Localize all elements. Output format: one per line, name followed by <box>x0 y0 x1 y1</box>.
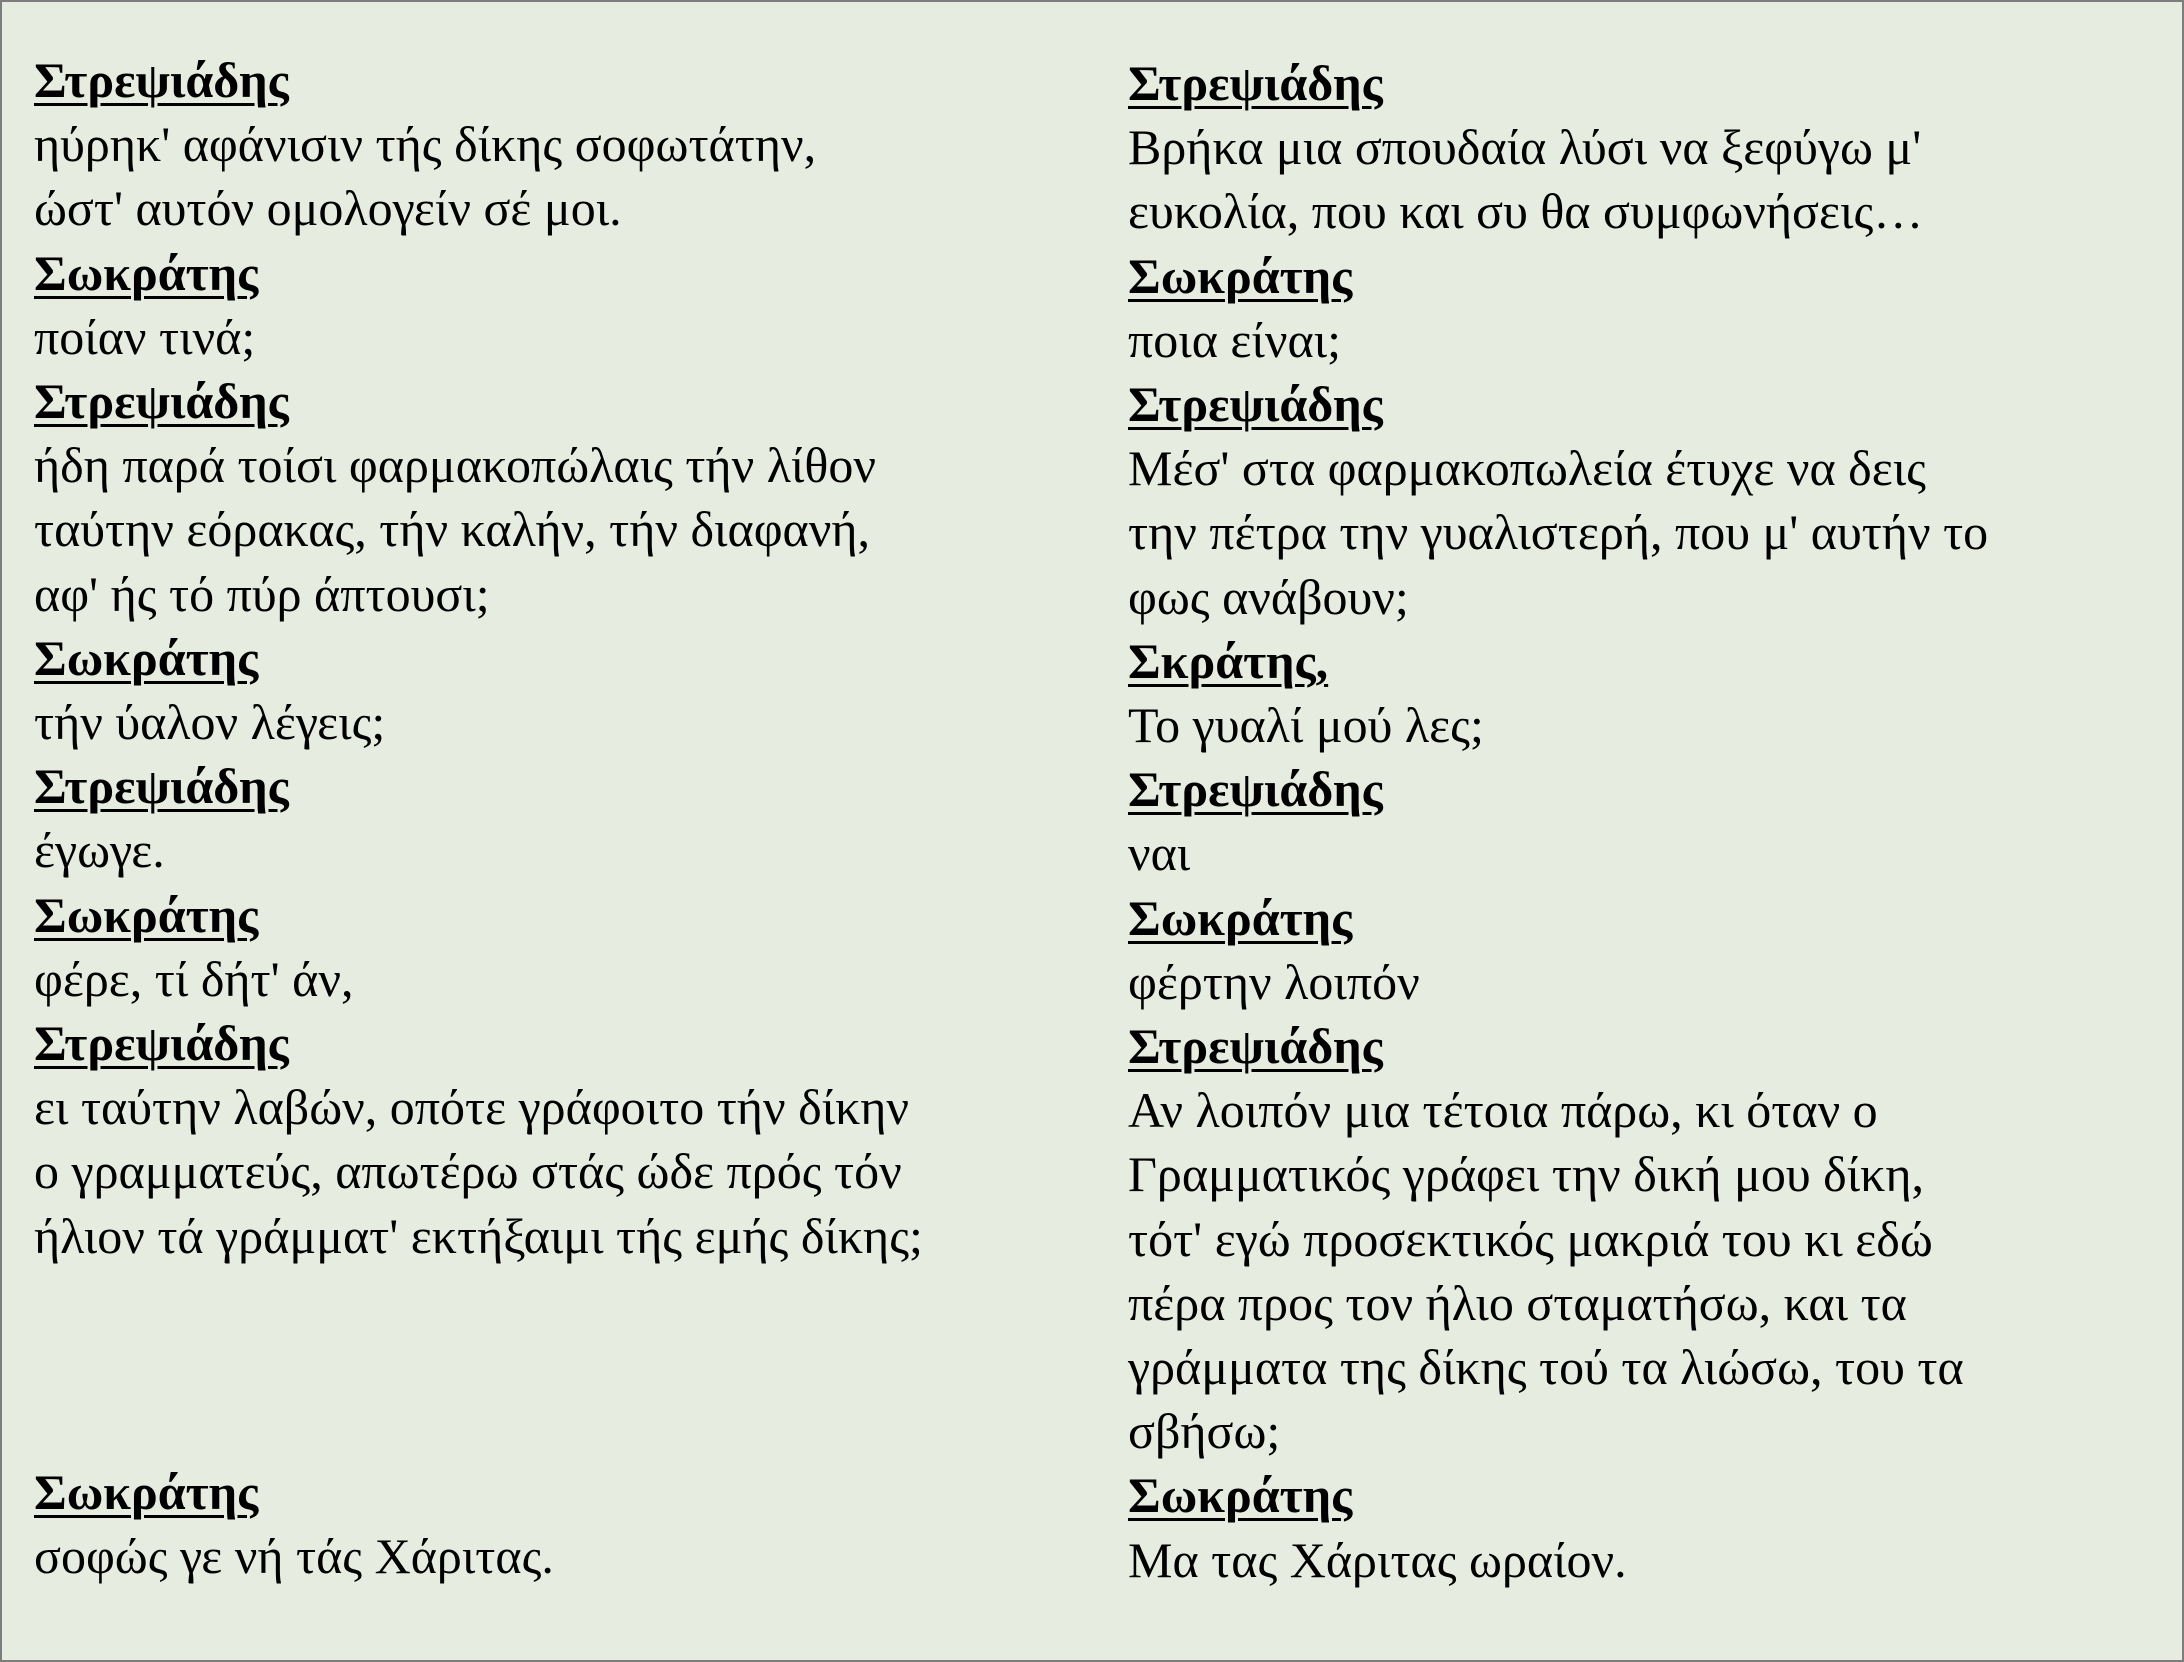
dialogue-line: φέρε, τί δήτ' άν, <box>34 950 354 1007</box>
dialogue-line: Βρήκα μια σπουδαία λύσι να ξεφύγω μ' <box>1128 119 1922 176</box>
speaker-name: Σωκράτης <box>34 629 259 686</box>
dialogue-line: Το γυαλί μού λες; <box>1128 697 1484 754</box>
speaker-name: Σωκράτης <box>34 886 259 943</box>
dialogue-line: ποίαν τινά; <box>34 308 256 365</box>
speaker-name: Σκράτης, <box>1128 632 1329 689</box>
dialogue-line: φως ανάβουν; <box>1128 568 1409 625</box>
speaker-name: Σωκράτης <box>1128 247 1353 304</box>
speaker-name: Σωκράτης <box>1128 889 1353 946</box>
speaker-name: Σωκράτης <box>1128 1467 1353 1524</box>
dialogue-line: σβήσω; <box>1128 1403 1281 1460</box>
dialogue-line: γράμματα της δίκης τού τα λιώσω, του τα <box>1128 1339 1964 1396</box>
dialogue-line: ταύτην εόρακας, τήν καλήν, τήν διαφανή, <box>34 501 871 558</box>
ancient-greek-column <box>34 48 1114 1588</box>
dialogue-line: αφ' ής τό πύρ άπτουσι; <box>34 565 490 622</box>
dialogue-line: ει ταύτην λαβών, οπότε γράφοιτο τήν δίκην <box>34 1079 910 1136</box>
speaker-name: Στρεψιάδης <box>1128 55 1383 111</box>
dialogue-line: την πέτρα την γυαλιστερή, που μ' αυτήν το <box>1128 504 1989 561</box>
speaker-name: Στρεψιάδης <box>1128 376 1383 433</box>
speaker-name: Στρεψιάδης <box>34 373 289 430</box>
dialogue-line: ηύρηκ' αφάνισιν τής δίκης σοφωτάτην, <box>34 116 817 173</box>
dialogue-line: ποια είναι; <box>1128 311 1341 368</box>
speaker-name: Στρεψιάδης <box>1128 1018 1383 1075</box>
dialogue-line: Μα τας Χάριτας ωραίον. <box>1128 1531 1627 1588</box>
dialogue-line: ευκολία, που και συ θα συμφωνήσεις… <box>1128 183 1924 240</box>
speaker-name: Στρεψιάδης <box>34 1015 289 1072</box>
dialogue-line: τήν ύαλον λέγεις; <box>34 694 386 751</box>
dialogue-line: ναι <box>1128 825 1191 882</box>
dialogue-line: ήλιον τά γράμματ' εκτήξαιμι τής εμής δίκης; <box>34 1207 923 1264</box>
dialogue-line: τότ' εγώ προσεκτικός μακριά του κι εδώ <box>1128 1210 1933 1267</box>
dialogue-line: έγωγε. <box>34 822 165 879</box>
dialogue-line: Γραμματικός γράφει την δική μου δίκη, <box>1128 1146 1924 1203</box>
speaker-name: Στρεψιάδης <box>34 52 289 108</box>
modern-greek-column <box>1128 51 2168 1592</box>
spacer <box>34 1268 1114 1460</box>
dialogue-line: φέρτην λοιπόν <box>1128 953 1420 1010</box>
dialogue-line: ήδη παρά τοίσι φαρμακοπώλαις τήν λίθον <box>34 437 876 494</box>
speaker-name: Σωκράτης <box>34 244 259 301</box>
speaker-name: Στρεψιάδης <box>34 758 289 815</box>
dialogue-line: ο γραμματεύς, απωτέρω στάς ώδε πρός τόν <box>34 1143 902 1200</box>
dialogue-line: Αν λοιπόν μια τέτοια πάρω, κι όταν ο <box>1128 1082 1878 1139</box>
dialogue-line: πέρα προς τον ήλιο σταματήσω, και τα <box>1128 1274 1907 1331</box>
dialogue-line: σοφώς γε νή τάς Χάριτας. <box>34 1528 554 1585</box>
dialogue-line: Μέσ' στα φαρμακοπωλεία έτυχε να δεις <box>1128 440 1926 497</box>
dialogue-line: ώστ' αυτόν ομολογείν σέ μοι. <box>34 180 622 237</box>
speaker-name: Στρεψιάδης <box>1128 761 1383 818</box>
speaker-name: Σωκράτης <box>34 1463 259 1520</box>
